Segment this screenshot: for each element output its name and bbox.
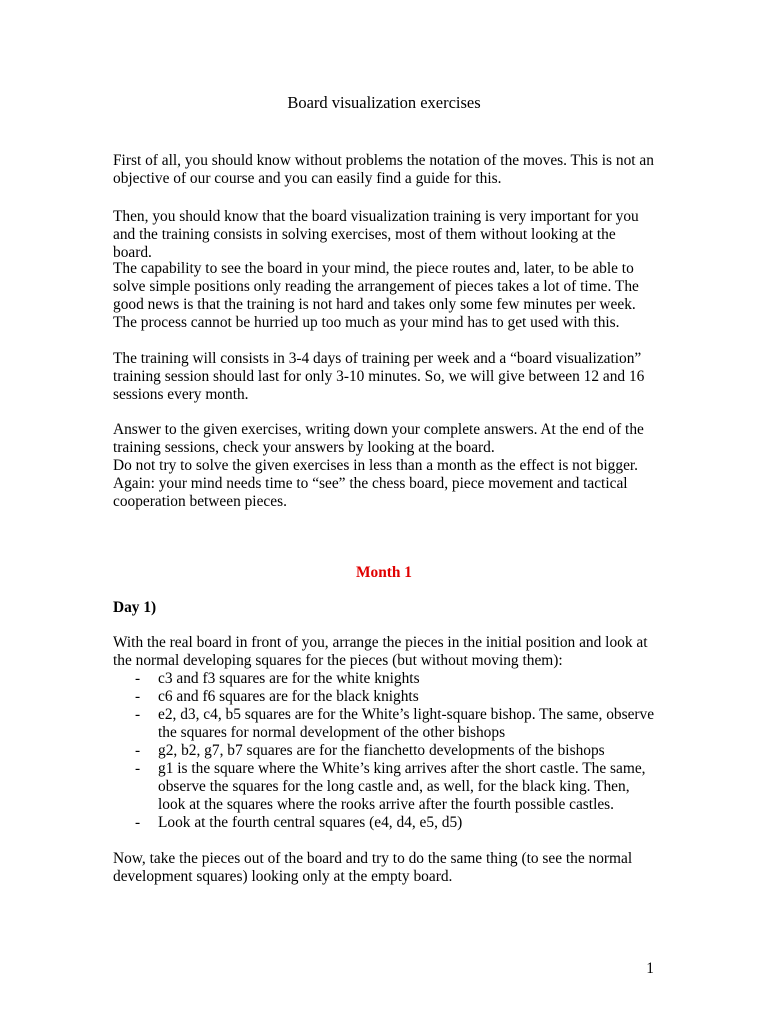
list-item-text: g1 is the square where the White’s king arrives after the short castle. The same, observe the squares for the long castle and, as well, for the black king. Then, look at the squares where the rooks arrive after the fourth possible castles.: [158, 760, 646, 813]
paragraph-do-not-rush: Do not try to solve the given exercises in less than a month as the effect is not bigger.: [113, 457, 639, 474]
list-item: [113, 760, 658, 814]
bullet-dash: -: [135, 814, 141, 831]
list-item-text: Look at the fourth central squares (e4, d4, e5, d5): [158, 814, 463, 831]
list-item-text: g2, b2, g7, b7 squares are for the fianchetto developments of the bishops: [158, 742, 605, 759]
development-squares-list: [113, 670, 658, 832]
list-item: [113, 742, 658, 760]
list-item: [113, 688, 658, 706]
bullet-dash: -: [135, 760, 141, 777]
paragraph-notation: First of all, you should know without problems the notation of the moves. This is not an objective of our course and you can easily find a guide for this.: [113, 152, 654, 187]
bullet-dash: -: [135, 706, 141, 723]
bullet-dash: -: [135, 688, 141, 705]
list-item: [113, 706, 658, 742]
paragraph-schedule: The training will consists in 3-4 days of training per week and a “board visualization” training session should last for only 3-10 minutes. So, we will give between 12 and 16 sessions every month.: [113, 350, 645, 403]
bullet-dash: -: [135, 742, 141, 759]
list-item: [113, 670, 658, 688]
list-item: [113, 814, 658, 832]
day-heading: Day 1): [113, 599, 157, 616]
list-item-text: e2, d3, c4, b5 squares are for the White’s light-square bishop. The same, observe the squares for normal development of the other bishops: [158, 706, 655, 741]
list-item-text: c6 and f6 squares are for the black knights: [158, 688, 419, 705]
day-intro: With the real board in front of you, arrange the pieces in the initial position and look at the normal developing squares for the pieces (but without moving them):: [113, 634, 648, 669]
paragraph-mind-time: Again: your mind needs time to “see” the chess board, piece movement and tactical cooperation between pieces.: [113, 475, 628, 510]
closing-paragraph: Now, take the pieces out of the board and try to do the same thing (to see the normal development squares) looking only at the empty board.: [113, 850, 633, 885]
paragraph-answer: Answer to the given exercises, writing down your complete answers. At the end of the training sessions, check your answers by looking at the board.: [113, 421, 644, 456]
page-number: 1: [646, 960, 654, 977]
document-title: Board visualization exercises: [287, 93, 481, 112]
list-item-text: c3 and f3 squares are for the white knights: [158, 670, 420, 687]
month-heading: Month 1: [355, 564, 412, 581]
paragraph-training-importance: Then, you should know that the board visualization training is very important for you and the training consists in solving exercises, most of them without looking at the board.: [113, 208, 639, 261]
paragraph-group-instructions: [113, 421, 658, 511]
bullet-dash: -: [135, 670, 141, 687]
paragraph-capability: The capability to see the board in your mind, the piece routes and, later, to be able to solve simple positions only reading the arrangement of pieces takes a lot of time. The good news is that the training is not hard and takes only some few minutes per week. The process cannot be hurried up too much as your mind has to get used with this.: [113, 260, 639, 331]
